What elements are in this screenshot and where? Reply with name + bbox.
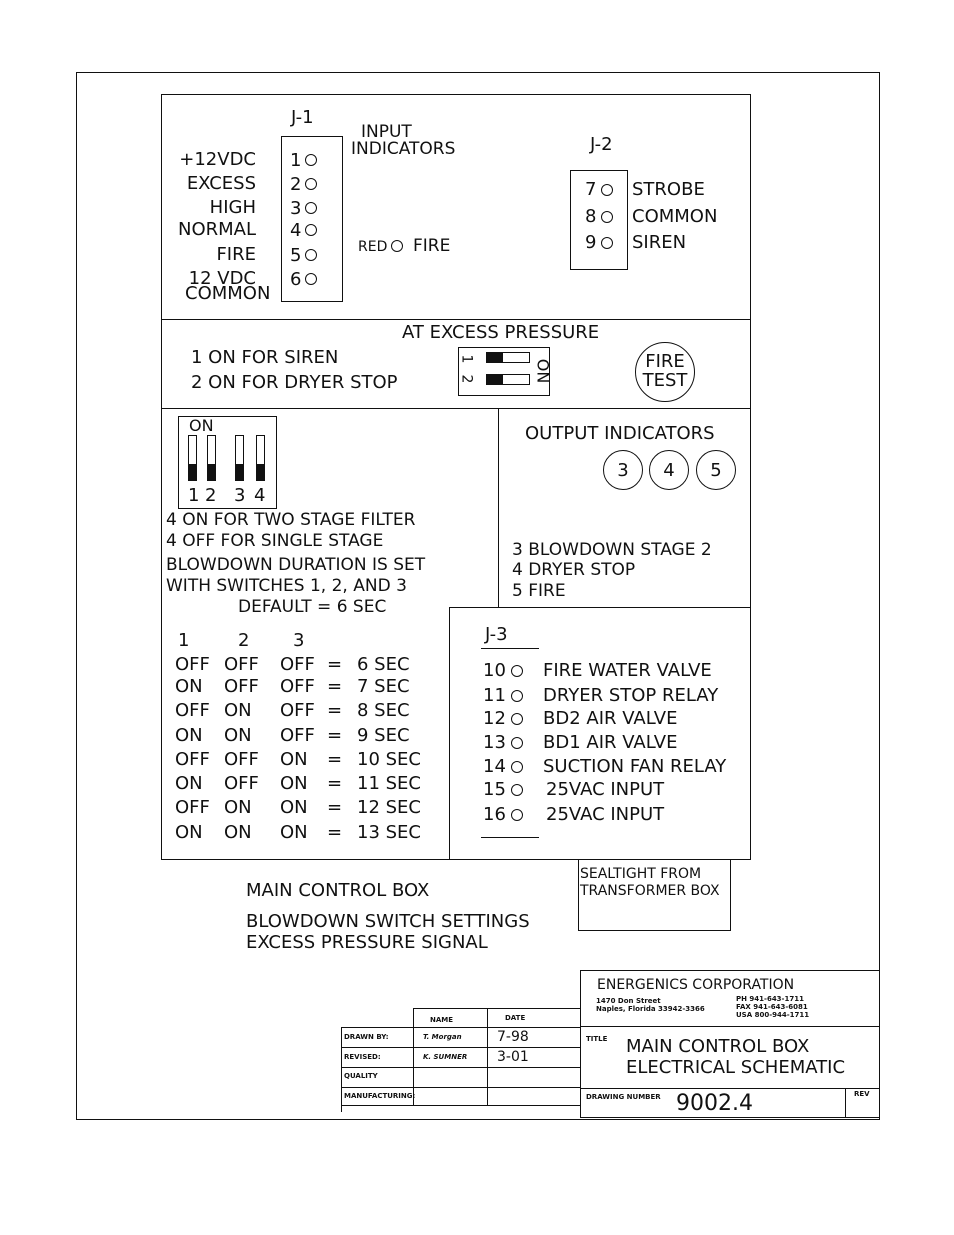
dip-num-4: 4 <box>254 485 266 506</box>
output-indicator-4-label: 4 <box>663 459 675 481</box>
switch-num-1: 1 <box>458 354 475 364</box>
blowdown-row-7-col-2: ON <box>224 797 252 818</box>
blowdown-row-5-col-3: ON <box>280 749 308 770</box>
sig-row-4-label: MANUFACTURING: <box>344 1092 416 1100</box>
blowdown-row-3-col-2: ON <box>224 700 252 721</box>
blowdown-row-5-col-1: OFF <box>175 749 210 770</box>
sig-row-2-date: 3-01 <box>497 1049 529 1065</box>
j2-title: J-2 <box>590 134 613 155</box>
excess-pressure-title: AT EXCESS PRESSURE <box>402 322 600 343</box>
j2-pin-2-terminal <box>601 211 613 223</box>
j2-pin-3-number: 9 <box>585 232 597 253</box>
blowdown-row-2-col-3: OFF <box>280 676 315 697</box>
j3-pin-16-number: 16 <box>483 804 506 825</box>
drawing-number: 9002.4 <box>676 1091 753 1116</box>
blowdown-row-6-col-2: OFF <box>224 773 259 794</box>
input-indicators-title-2: INDICATORS <box>351 139 456 159</box>
caption-line-2: BLOWDOWN SWITCH SETTINGS <box>246 911 530 932</box>
drawing-title-2: ELECTRICAL SCHEMATIC <box>626 1057 846 1078</box>
company-address-2: Naples, Florida 33942-3366 <box>596 1005 705 1013</box>
blowdown-row-3-col-4: = <box>327 700 343 721</box>
output-indicators-title: OUTPUT INDICATORS <box>525 423 715 444</box>
j2-pin-2-label: COMMON <box>632 206 718 227</box>
blowdown-row-4-col-2: ON <box>224 725 252 746</box>
dip-switch-1[interactable] <box>188 435 197 481</box>
dip-num-2: 2 <box>205 485 217 506</box>
j3-pin-14-label: SUCTION FAN RELAY <box>543 756 727 777</box>
j3-pin-15-label: 25VAC INPUT <box>546 779 665 800</box>
excess-line-1: 1 ON FOR SIREN <box>191 347 339 368</box>
output-indicator-4 <box>649 450 689 490</box>
sig-grid-name-col <box>413 1008 414 1105</box>
blowdown-row-7-col-3: ON <box>280 797 308 818</box>
blowdown-row-8-col-4: = <box>327 822 343 843</box>
dip-num-3: 3 <box>234 485 246 506</box>
sig-grid-left <box>341 1027 342 1112</box>
j2-pin-1-terminal <box>601 184 613 196</box>
blowdown-row-5-col-4: = <box>327 749 343 770</box>
blowdown-row-4-col-1: ON <box>175 725 203 746</box>
sig-grid-date-col <box>487 1008 488 1105</box>
j1-pin-5-terminal <box>305 249 317 261</box>
divider-middle <box>161 408 751 409</box>
j3-pin-10-terminal <box>511 665 523 677</box>
blowdown-row-8-col-1: ON <box>175 822 203 843</box>
excess-switch-1[interactable] <box>486 352 530 363</box>
j3-pin-13-terminal <box>511 737 523 749</box>
j1-pin-4-terminal <box>305 224 317 236</box>
blowdown-row-7-col-4: = <box>327 797 343 818</box>
blowdown-row-6-col-5: 11 SEC <box>357 773 421 794</box>
blowdown-row-6-col-3: ON <box>280 773 308 794</box>
blowdown-row-5-col-5: 10 SEC <box>357 749 421 770</box>
drawing-number-label: DRAWING NUMBER <box>586 1093 661 1101</box>
j3-bottom-line <box>481 837 539 838</box>
caption-line-3: EXCESS PRESSURE SIGNAL <box>246 932 488 953</box>
excess-line-2: 2 ON FOR DRYER STOP <box>191 372 398 393</box>
red-label: RED <box>358 239 388 255</box>
dip-switch-3[interactable] <box>235 435 244 481</box>
sig-grid-top <box>413 1008 580 1009</box>
blowdown-row-2-col-5: 7 SEC <box>357 676 410 697</box>
blowdown-line-1: 4 ON FOR TWO STAGE FILTER <box>166 510 416 530</box>
blowdown-header-2: 2 <box>238 630 250 651</box>
blowdown-row-1-col-1: OFF <box>175 654 210 675</box>
blowdown-row-8-col-3: ON <box>280 822 308 843</box>
j3-pin-11-label: DRYER STOP RELAY <box>543 685 719 706</box>
j3-pin-16-terminal <box>511 809 523 821</box>
blowdown-row-2-col-1: ON <box>175 676 203 697</box>
j3-title: J-3 <box>485 624 508 645</box>
blowdown-row-4-col-4: = <box>327 725 343 746</box>
blowdown-row-3-col-5: 8 SEC <box>357 700 410 721</box>
j2-pin-1-label: STROBE <box>632 179 705 200</box>
fire-test-button[interactable] <box>635 342 695 402</box>
caption-line-1: MAIN CONTROL BOX <box>246 880 430 901</box>
blowdown-default: DEFAULT = 6 SEC <box>238 597 387 617</box>
blowdown-row-3-col-1: OFF <box>175 700 210 721</box>
blowdown-row-8-col-5: 13 SEC <box>357 822 421 843</box>
fire-test-label-2: TEST <box>642 370 688 391</box>
blowdown-row-4-col-5: 9 SEC <box>357 725 410 746</box>
date-header: DATE <box>505 1014 526 1022</box>
blowdown-row-8-col-2: ON <box>224 822 252 843</box>
j3-pin-12-terminal <box>511 713 523 725</box>
j1-pin-1-terminal <box>305 154 317 166</box>
sig-grid-row-1 <box>341 1047 580 1048</box>
j3-pin-10-number: 10 <box>483 660 506 681</box>
j1-pin-3-terminal <box>305 202 317 214</box>
output-indicator-5 <box>696 450 736 490</box>
sealtight-line-1: SEALTIGHT FROM <box>580 866 702 882</box>
divider-top <box>161 319 751 320</box>
blowdown-row-1-col-3: OFF <box>280 654 315 675</box>
sig-grid-row-4 <box>341 1105 580 1106</box>
blowdown-line-2: 4 OFF FOR SINGLE STAGE <box>166 531 384 551</box>
blowdown-row-1-col-2: OFF <box>224 654 259 675</box>
name-header: NAME <box>430 1016 454 1024</box>
j2-pin-3-label: SIREN <box>632 232 687 253</box>
excess-switch-2[interactable] <box>486 374 530 385</box>
sealtight-line-2: TRANSFORMER BOX <box>580 883 720 899</box>
j2-pin-3-terminal <box>601 237 613 249</box>
dip-on-label: ON <box>189 416 214 435</box>
title-label: TITLE <box>586 1035 608 1043</box>
j1-pin-4-label: NORMAL <box>177 219 256 240</box>
dip-switch-4[interactable] <box>256 435 265 481</box>
dip-num-1: 1 <box>188 485 200 506</box>
switch-num-2: 2 <box>458 374 475 384</box>
company-phone: PH 941-643-1711 <box>736 995 804 1003</box>
red-indicator-led <box>391 240 403 252</box>
rev-divider <box>845 1088 846 1118</box>
blowdown-line-3: BLOWDOWN DURATION IS SET <box>166 555 426 575</box>
j1-pin-2-terminal <box>305 178 317 190</box>
output-indicator-3-label: 3 <box>617 459 629 481</box>
j3-pin-11-terminal <box>511 690 523 702</box>
sig-row-1-name: T. Morgan <box>423 1033 462 1041</box>
dip-switch-2[interactable] <box>207 435 216 481</box>
excess-switch-1-knob <box>487 353 503 362</box>
blowdown-header-1: 1 <box>178 630 190 651</box>
j3-pin-15-terminal <box>511 784 523 796</box>
j3-pin-13-number: 13 <box>483 732 506 753</box>
fire-indicator-label: FIRE <box>413 236 451 256</box>
sig-row-2-label: REVISED: <box>344 1053 381 1061</box>
output-line-1: 3 BLOWDOWN STAGE 2 <box>512 540 712 560</box>
output-line-3: 5 FIRE <box>512 581 566 601</box>
j3-pin-13-label: BD1 AIR VALVE <box>543 732 678 753</box>
blowdown-header-3: 3 <box>293 630 305 651</box>
j1-pin-6-terminal <box>305 273 317 285</box>
j1-pin-6-number: 6 <box>290 269 302 290</box>
j1-pin-5-number: 5 <box>290 245 302 266</box>
j2-pin-2-number: 8 <box>585 206 597 227</box>
blowdown-row-6-col-1: ON <box>175 773 203 794</box>
j3-pin-12-label: BD2 AIR VALVE <box>543 708 678 729</box>
j3-pin-14-terminal <box>511 761 523 773</box>
blowdown-row-1-col-4: = <box>327 654 343 675</box>
j1-title: J-1 <box>291 107 314 128</box>
j3-pin-16-label: 25VAC INPUT <box>546 804 665 825</box>
j3-pin-12-number: 12 <box>483 708 506 729</box>
divider-output-left <box>498 408 499 608</box>
drawing-title-1: MAIN CONTROL BOX <box>626 1036 810 1057</box>
j2-pin-1-number: 7 <box>585 179 597 200</box>
sig-grid-header-bottom <box>341 1027 580 1028</box>
company-name: ENERGENICS CORPORATION <box>597 977 795 993</box>
excess-switch-on-label: ON <box>533 358 553 384</box>
blowdown-row-1-col-5: 6 SEC <box>357 654 410 675</box>
output-indicator-5-label: 5 <box>710 459 722 481</box>
j2-connector <box>570 170 628 270</box>
blowdown-row-2-col-2: OFF <box>224 676 259 697</box>
j3-title-underline <box>481 648 539 649</box>
j3-pin-10-label: FIRE WATER VALVE <box>543 660 712 681</box>
rev-label: REV <box>854 1090 870 1098</box>
j3-pin-11-number: 11 <box>483 685 506 706</box>
blowdown-row-3-col-3: OFF <box>280 700 315 721</box>
company-address-1: 1470 Don Street <box>596 997 661 1005</box>
blowdown-line-4: WITH SWITCHES 1, 2, AND 3 <box>166 576 407 596</box>
blowdown-row-5-col-2: OFF <box>224 749 259 770</box>
j3-pin-15-number: 15 <box>483 779 506 800</box>
input-indicators-title-1: INPUT <box>361 122 412 142</box>
j1-common-label: COMMON <box>185 283 271 304</box>
j1-pin-2-label: EXCESS <box>186 173 256 194</box>
excess-switch-2-knob <box>487 375 503 384</box>
blowdown-row-4-col-3: OFF <box>280 725 315 746</box>
sig-row-3-label: QUALITY <box>344 1072 378 1080</box>
blowdown-row-7-col-1: OFF <box>175 797 210 818</box>
fire-test-label-1: FIRE <box>645 351 685 373</box>
j1-pin-4-number: 4 <box>290 220 302 241</box>
j1-pin-3-label: HIGH <box>209 197 256 218</box>
company-usa-phone: USA 800-944-1711 <box>736 1011 810 1019</box>
j1-pin-3-number: 3 <box>290 198 302 219</box>
blowdown-row-2-col-4: = <box>327 676 343 697</box>
j1-pin-2-number: 2 <box>290 174 302 195</box>
output-indicator-3 <box>603 450 643 490</box>
sig-row-1-date: 7-98 <box>497 1029 529 1045</box>
j1-pin-5-label: FIRE <box>216 244 256 265</box>
j1-pin-1-number: 1 <box>290 150 302 171</box>
blowdown-row-6-col-4: = <box>327 773 343 794</box>
j3-pin-14-number: 14 <box>483 756 506 777</box>
output-line-2: 4 DRYER STOP <box>512 560 636 580</box>
company-fax: FAX 941-643-6081 <box>736 1003 808 1011</box>
j1-pin-1-label: +12VDC <box>179 149 256 170</box>
sig-grid-row-3 <box>341 1087 580 1088</box>
sig-grid-row-2 <box>341 1067 580 1068</box>
j1-pin-6-label: 12 VDC <box>188 268 256 289</box>
blowdown-row-7-col-5: 12 SEC <box>357 797 421 818</box>
sig-row-1-label: DRAWN BY: <box>344 1033 389 1041</box>
sig-row-2-name: K. SUMNER <box>423 1053 468 1061</box>
